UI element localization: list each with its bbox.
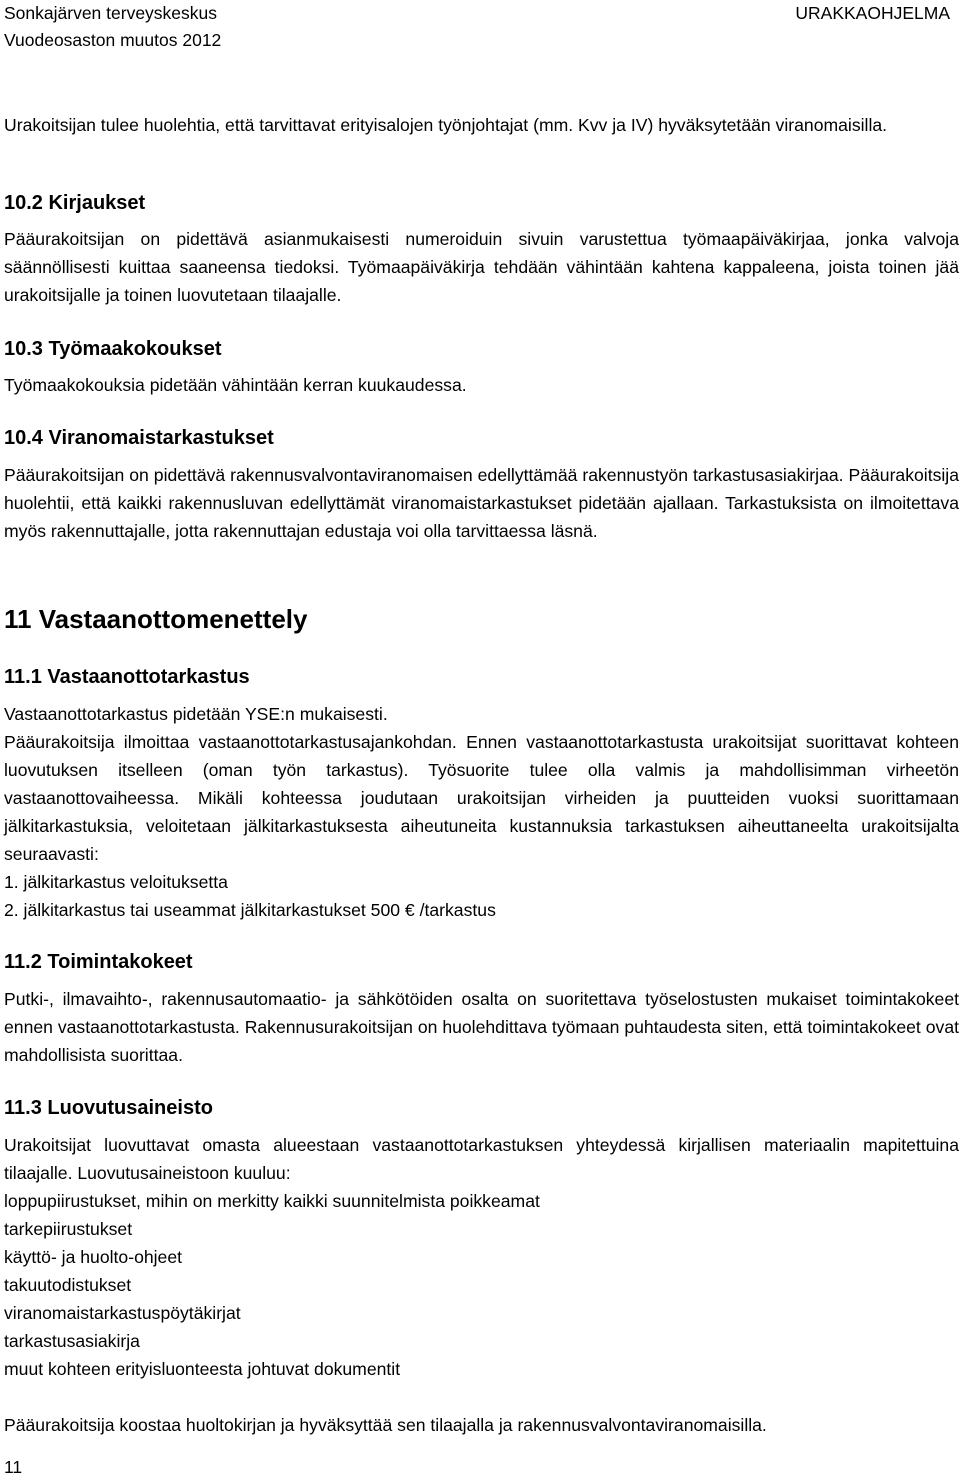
section-heading-10-2: 10.2 Kirjaukset <box>4 192 146 214</box>
list-item: tarkastusasiakirja <box>4 1331 140 1351</box>
organization-name: Sonkajärven terveyskeskus <box>4 3 218 23</box>
section-10-4 <box>4 424 959 545</box>
page-number: 11 <box>4 1457 23 1477</box>
section-11-3 <box>4 1094 959 1439</box>
section-10-3-paragraph: Työmaakokouksia pidetään vähintään kerran kuukaudessa. <box>4 375 467 395</box>
section-heading-11-2: 11.2 Toimintakokeet <box>4 951 193 973</box>
page-header-right <box>795 0 950 27</box>
section-11-1 <box>4 663 959 924</box>
section-11-3-closing: Pääurakoitsija koostaa huoltokirjan ja hyväksyttää sen tilaajalla ja rakennusvalvontaviranomaisilla. <box>4 1415 767 1435</box>
list-item: tarkepiirustukset <box>4 1219 133 1239</box>
section-10-2-paragraph: Pääurakoitsijan on pidettävä asianmukaisesti numeroiduin sivuin varustettua työmaapäiväkirjaa, jonka valvoja säännöllisesti kuittaa saaneensa tiedoksi. Työmaapäiväkirja tehdään vähintään kahtena kappaleena, joista toinen jää urakoitsijalle ja toinen luovutetaan tilaajalle. <box>4 229 959 305</box>
list-item: käyttö- ja huolto-ohjeet <box>4 1247 182 1267</box>
section-11-1-item-1: 1. jälkitarkastus veloituksetta <box>4 872 228 892</box>
chapter-heading-11: 11 Vastaanottomenettely <box>4 604 308 634</box>
section-10-4-paragraph: Pääurakoitsijan on pidettävä rakennusvalvontaviranomaisen edellyttämää rakennustyön tarkastusasiakirjaa. Pääurakoitsija huolehtii, että kaikki rakennusluvan edellyttämät viranomaistarkastukset pidetään ajallaan. Tarkastuksista on ilmoitettava myös rakennuttajalle, jotta rakennuttajan edustaja voi olla tarvittaessa läsnä. <box>4 465 959 541</box>
section-10-2 <box>4 189 959 309</box>
section-heading-10-4: 10.4 Viranomaistarkastukset <box>4 427 274 449</box>
document-title: URAKKAOHJELMA <box>795 3 950 23</box>
list-item: muut kohteen erityisluonteesta johtuvat dokumentit <box>4 1359 401 1379</box>
section-11-1-paragraph: Pääurakoitsija ilmoittaa vastaanottotarkastusajankohdan. Ennen vastaanottotarkastusta urakoitsijat suorittavat kohteen luovutuksen itselleen (oman työn tarkastus). Työsuorite tulee olla valmis ja mahdollisimman virheetön vastaanottovaiheessa. Mikäli kohteessa joudutaan urakoitsijan virheiden ja puutteiden vuoksi suorittamaan jälkitarkastuksia, veloitetaan jälkitarkastuksesta aiheutuneita kustannuksia tarkastuksen aiheuttaneelta urakoitsijalta seuraavasti: <box>4 732 959 864</box>
intro-paragraph-block <box>4 111 959 139</box>
section-11-1-first-line: Vastaanottotarkastus pidetään YSE:n mukaisesti. <box>4 704 388 724</box>
section-11-2 <box>4 948 959 1069</box>
section-11-2-paragraph: Putki-, ilmavaihto-, rakennusautomaatio- ja sähkötöiden osalta on suoritettava työselostusten mukaiset toimintakokeet ennen vastaanottotarkastusta. Rakennusurakoitsijan on huolehdittava työmaan puhtaudesta siten, että toimintakokeet ovat mahdollisista suorittaa. <box>4 989 959 1065</box>
intro-paragraph: Urakoitsijan tulee huolehtia, että tarvittavat erityisalojen työnjohtajat (mm. Kvv ja IV) hyväksytetään viranomaisilla. <box>4 115 888 135</box>
list-item: viranomaistarkastuspöytäkirjat <box>4 1303 241 1323</box>
list-item: loppupiirustukset, mihin on merkitty kaikki suunnitelmista poikkeamat <box>4 1191 540 1211</box>
document-subtitle: Vuodeosaston muutos 2012 <box>4 30 222 50</box>
section-11-3-paragraph: Urakoitsijat luovuttavat omasta alueestaan vastaanottotarkastuksen yhteydessä kirjallisen materiaalin mapitettuina tilaajalle. Luovutusaineistoon kuuluu: <box>4 1135 959 1183</box>
list-item: takuutodistukset <box>4 1275 132 1295</box>
section-heading-10-3: 10.3 Työmaakokoukset <box>4 338 222 360</box>
section-10-3 <box>4 335 959 399</box>
section-heading-11-3: 11.3 Luovutusaineisto <box>4 1097 213 1119</box>
section-11 <box>4 602 959 636</box>
section-11-1-item-2: 2. jälkitarkastus tai useammat jälkitarkastukset 500 € /tarkastus <box>4 900 496 920</box>
section-heading-11-1: 11.1 Vastaanottotarkastus <box>4 666 250 688</box>
page-header-left <box>4 0 221 54</box>
